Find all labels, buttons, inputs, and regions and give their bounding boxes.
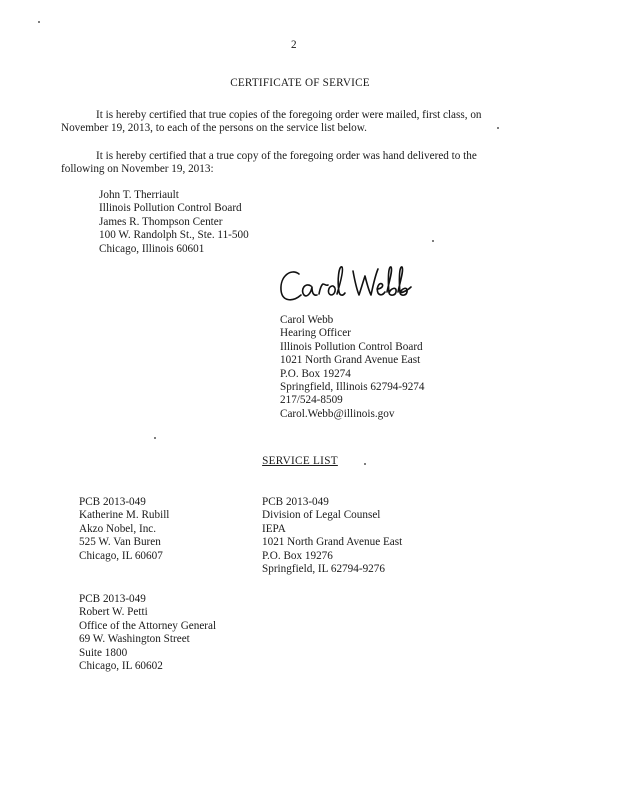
officer-email: Carol.Webb@illinois.gov [280,407,395,420]
hand-delivery-address [99,189,249,256]
recipient-name: Division of Legal Counsel [262,509,381,522]
recipient-name: Robert W. Petti [79,606,148,619]
case-number: PCB 2013-049 [262,496,329,508]
scan-speck [497,127,499,129]
recipient-street: 525 W. Van Buren [79,536,161,549]
officer-name: Carol Webb [280,314,334,326]
recipient-po-box: P.O. Box 19276 [262,549,333,562]
officer-street: 1021 North Grand Avenue East [280,354,421,367]
recipient-organization: Akzo Nobel, Inc. [79,522,157,535]
officer-agency: Illinois Pollution Control Board [280,340,423,353]
hand-delivery-certification-text: It is hereby certified that a true copy of the foregoing order was hand delivered to the following on November 19, 2013: [61,150,477,176]
case-number: PCB 2013-049 [79,496,146,508]
case-number: PCB 2013-049 [79,593,146,605]
scan-speck [432,240,434,242]
service-list-entry [262,496,402,576]
service-list-entry [79,496,169,563]
page-number: 2 [291,39,297,51]
officer-title: Hearing Officer [280,327,351,340]
certificate-title: CERTIFICATE OF SERVICE [230,77,370,89]
service-list-title-text: SERVICE LIST [262,455,338,467]
recipient-city: Springfield, IL 62794-9276 [262,562,385,575]
scan-speck [364,463,366,465]
mailing-certification-paragraph [61,109,519,136]
officer-phone: 217/524-8509 [280,394,343,407]
service-list-entry [79,593,216,673]
service-list-title [0,455,600,468]
officer-city: Springfield, Illinois 62794-9274 [280,380,425,393]
hand-delivery-certification-paragraph [61,150,519,177]
recipient-street: 1021 North Grand Avenue East [262,536,403,549]
recipient-city: Chicago, IL 60607 [79,549,163,562]
address-line: John T. Therriault [99,189,179,201]
recipient-organization: IEPA [262,522,286,535]
scan-speck [38,21,40,23]
address-line: Chicago, Illinois 60601 [99,242,205,255]
recipient-name: Katherine M. Rubill [79,509,170,522]
hearing-officer-signature-block [280,314,425,421]
scan-speck [154,437,156,439]
recipient-street: 69 W. Washington Street [79,633,190,646]
recipient-suite: Suite 1800 [79,646,128,659]
address-line: 100 W. Randolph St., Ste. 11-500 [99,229,249,242]
officer-po-box: P.O. Box 19274 [280,367,351,380]
handwritten-signature [277,262,417,312]
recipient-city: Chicago, IL 60602 [79,659,163,672]
address-line: James R. Thompson Center [99,215,223,228]
address-line: Illinois Pollution Control Board [99,202,242,215]
recipient-organization: Office of the Attorney General [79,619,217,632]
mailing-certification-text: It is hereby certified that true copies of the foregoing order were mailed, first class, on November 19, 2013, to each of the persons on the service list below. [61,109,482,135]
